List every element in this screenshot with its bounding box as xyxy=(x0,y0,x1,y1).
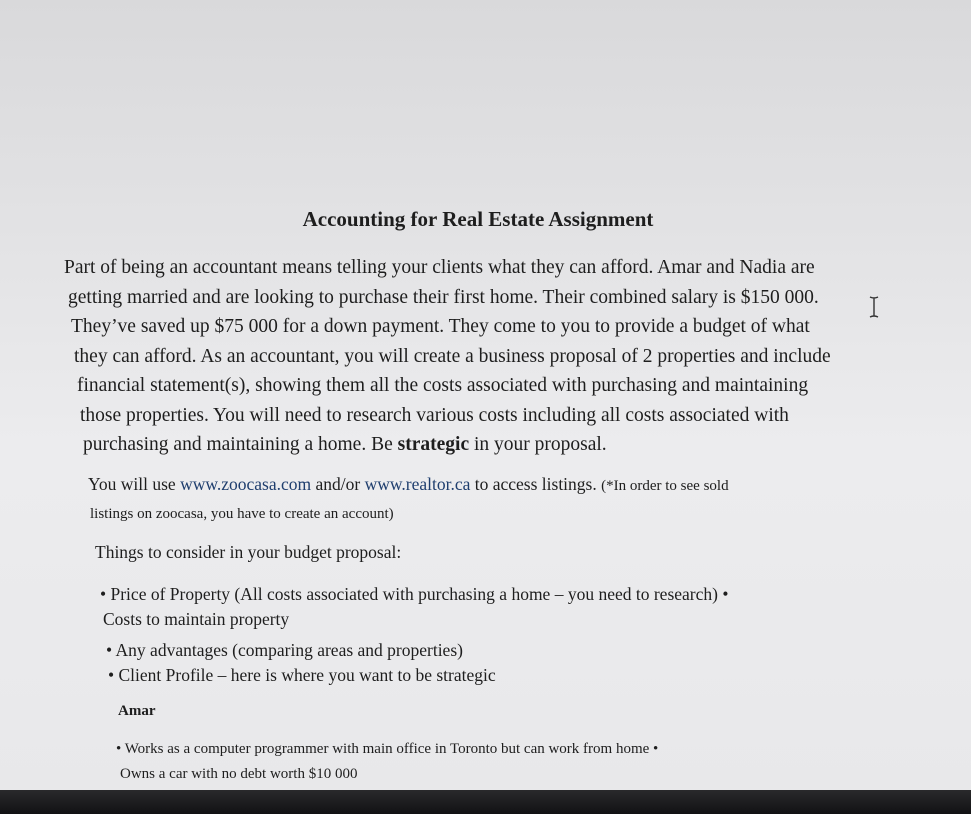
zoocasa-link[interactable]: www.zoocasa.com xyxy=(180,474,312,494)
paragraph-line: financial statement(s), showing them all the costs associated with purchasing and maintaining xyxy=(77,375,809,396)
things-heading: Things to consider in your budget proposal: xyxy=(95,542,402,562)
note-text: (*In order to see sold xyxy=(601,478,729,494)
paragraph-line: those properties. You will need to research various costs including all costs associated with xyxy=(80,404,789,426)
list-item: • Works as a computer programmer with main office in Toronto but can work from home • xyxy=(116,741,659,757)
emphasis-strategic: strategic xyxy=(397,434,470,455)
intro-paragraph xyxy=(64,253,924,460)
text-cursor-icon xyxy=(868,296,880,318)
document-title: Accounting for Real Estate Assignment xyxy=(302,207,654,231)
note-text-continued: listings on zoocasa, you have to create an account) xyxy=(90,506,394,522)
paragraph-line: Part of being an accountant means telling your clients what they can afford. Amar and Nadia are xyxy=(64,257,815,278)
paragraph-line: they can afford. As an accountant, you will create a business proposal of 2 properties and include xyxy=(74,345,831,367)
list-item: • Client Profile – here is where you want to be strategic xyxy=(108,665,496,685)
monitor-bezel xyxy=(0,790,971,814)
paragraph-line: They’ve saved up $75 000 for a down payment. They come to you to provide a budget of what xyxy=(71,316,810,337)
amar-heading: Amar xyxy=(118,703,156,719)
paragraph-last-line: purchasing and maintaining a home. Be strategic in your proposal. xyxy=(83,434,607,455)
list-item-continued: Costs to maintain property xyxy=(103,609,290,629)
realtor-link[interactable]: www.realtor.ca xyxy=(364,474,471,494)
paragraph-line: getting married and are looking to purchase their first home. Their combined salary is $150 000. xyxy=(68,286,819,308)
list-item-continued: Owns a car with no debt worth $10 000 xyxy=(120,766,358,782)
listings-line: You will use www.zoocasa.com and/or www.realtor.ca to access listings. (*In order to see sold xyxy=(88,474,729,494)
list-item: • Price of Property (All costs associated with purchasing a home – you need to research) • xyxy=(100,584,729,604)
list-item: • Any advantages (comparing areas and properties) xyxy=(106,640,463,660)
